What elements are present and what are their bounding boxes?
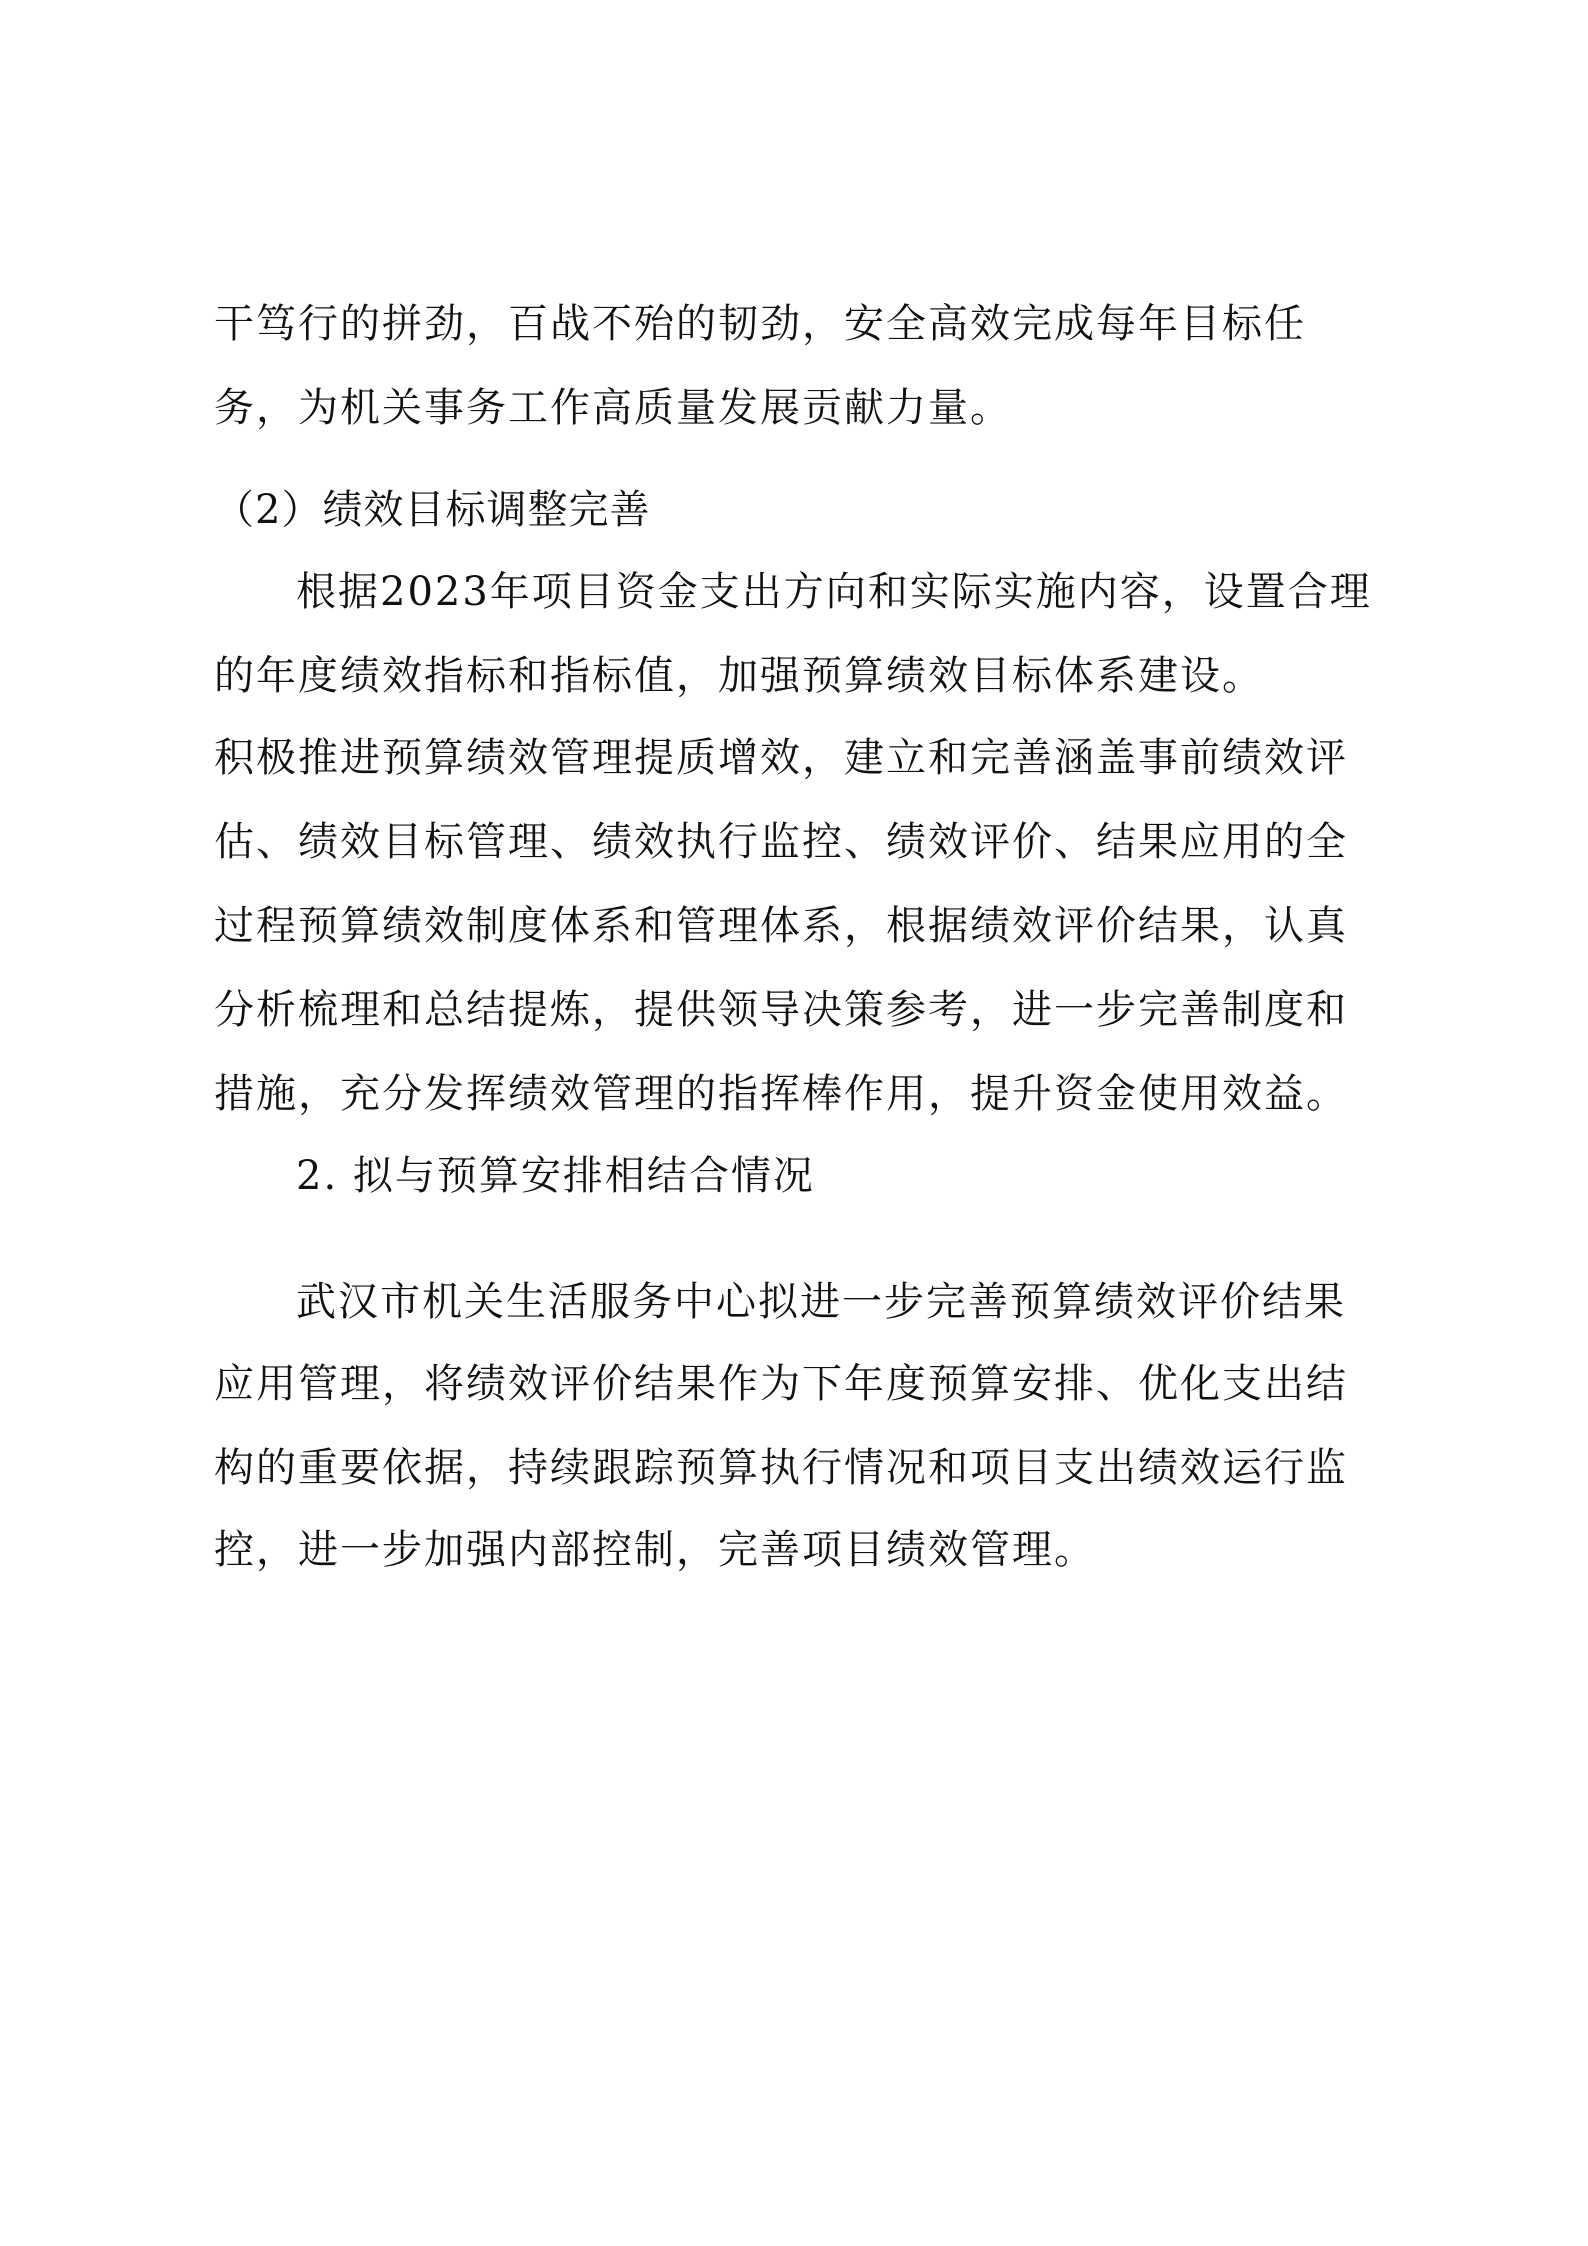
paragraph-3-line-5: 措施，充分发挥绩效管理的指挥棒作用，提升资金使用效益。 (214, 1071, 1348, 1117)
paragraph-3-line-1: 积极推进预算绩效管理提质增效，建立和完善涵盖事前绩效评 (214, 735, 1348, 781)
paragraph-4-line-4: 控，进一步加强内部控制，完善项目绩效管理。 (214, 1527, 1096, 1573)
paragraph-3-line-4: 分析梳理和总结提炼，提供领导决策参考，进一步完善制度和 (214, 987, 1348, 1033)
section-heading-performance-targets: （2）绩效目标调整完善 (214, 487, 651, 533)
section-heading-budget-integration: 2. 拟与预算安排相结合情况 (296, 1153, 815, 1199)
paragraph-4-line-2: 应用管理，将绩效评价结果作为下年度预算安排、优化支出结 (214, 1361, 1348, 1407)
paragraph-3-line-2: 估、绩效目标管理、绩效执行监控、绩效评价、结果应用的全 (214, 819, 1348, 865)
paragraph-3-line-3: 过程预算绩效制度体系和管理体系，根据绩效评价结果，认真 (214, 903, 1348, 949)
paragraph-4-line-1: 武汉市机关生活服务中心拟进一步完善预算绩效评价结果 (296, 1279, 1346, 1325)
paragraph-4-line-3: 构的重要依据，持续跟踪预算执行情况和项目支出绩效运行监 (214, 1445, 1348, 1491)
paragraph-2-line-1: 根据2023年项目资金支出方向和实际实施内容，设置合理 (296, 569, 1372, 615)
paragraph-2-line-2: 的年度绩效指标和指标值，加强预算绩效目标体系建设。 (214, 653, 1264, 699)
paragraph-1-line-2: 务，为机关事务工作高质量发展贡献力量。 (214, 385, 1012, 431)
paragraph-1-line-1: 干笃行的拼劲，百战不殆的韧劲，安全高效完成每年目标任 (214, 301, 1306, 347)
